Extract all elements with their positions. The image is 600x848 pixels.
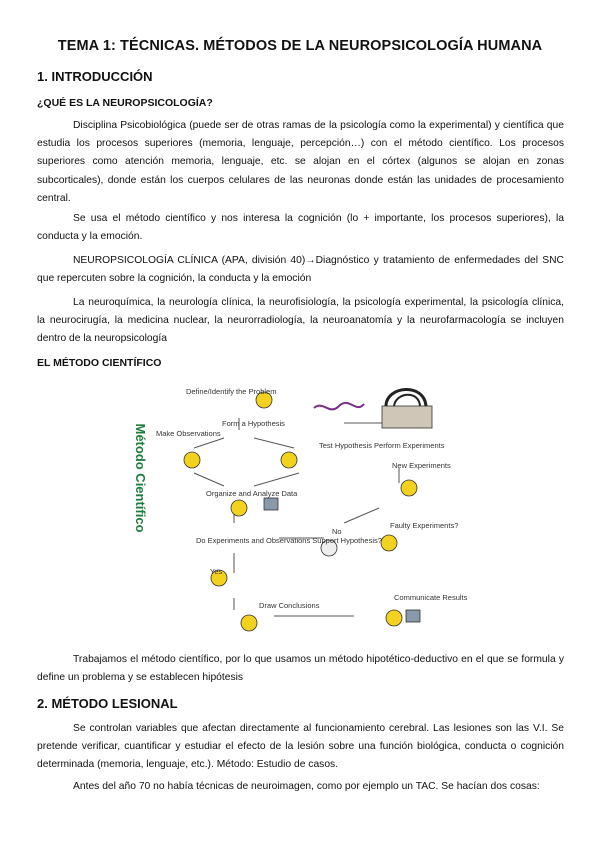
section-heading-introduccion: 1. INTRODUCCIÓN <box>37 69 153 84</box>
diagram-vertical-title: Método Científico <box>133 423 148 533</box>
label-define: Define/Identify the Problem <box>186 387 277 396</box>
paragraph-text: Se usa el método científico y nos interesa la cognición (lo + importante, los procesos superiores), la conducta y la emoción. <box>37 213 564 243</box>
page-title: TEMA 1: TÉCNICAS. MÉTODOS DE LA NEUROPSICOLOGÍA HUMANA <box>57 38 543 54</box>
label-new-experiments: New Experiments <box>392 461 451 470</box>
paragraph-text: Disciplina Psicobiológica (puede ser de otras ramas de la psicología como la experimental) y científica que estudia los procesos superiores (memoria, lenguaje, percepción…) con el método científico. Los procesos superiores como atención memoria, lenguaje, etc. se alojan en el córtex (algunos se alojan en zonas subcorticales), donde están los cuerpos celulares de las neuronas donde están las unidades de procesamiento central. <box>37 120 564 204</box>
label-no: No <box>332 527 342 536</box>
paragraph <box>37 252 564 288</box>
paragraph <box>37 117 564 208</box>
squiggle-decoration <box>314 403 364 410</box>
lab-apparatus-icon <box>382 389 432 428</box>
section-heading-metodo-lesional: 2. MÉTODO LESIONAL <box>37 696 178 711</box>
label-support: Do Experiments and Observations Support Hypothesis? <box>196 536 382 545</box>
subheading-que-es: ¿QUÉ ES LA NEUROPSICOLOGÍA? <box>37 97 213 109</box>
paragraph <box>37 210 564 246</box>
paragraph-text: Antes del año 70 no había técnicas de neuroimagen, como por ejemplo un TAC. Se hacían dos cosas: <box>73 781 540 792</box>
label-faulty: Faulty Experiments? <box>390 521 459 530</box>
paragraph-text: NEUROPSICOLOGÍA CLÍNICA (APA, división 40)→Diagnóstico y tratamiento de enfermedades del SNC que repercuten sobre la cognición, la conducta y la emoción <box>37 255 564 285</box>
subheading-metodo-cientifico: EL MÉTODO CIENTÍFICO <box>37 357 162 369</box>
label-organize: Organize and Analyze Data <box>206 489 298 498</box>
paragraph <box>37 294 564 349</box>
label-communicate: Communicate Results <box>394 593 468 602</box>
label-observe: Make Observations <box>156 429 221 438</box>
paragraph <box>37 651 564 687</box>
label-test: Test Hypothesis Perform Experiments <box>319 441 445 450</box>
label-draw: Draw Conclusions <box>259 601 320 610</box>
paragraph-text: La neuroquímica, la neurología clínica, la neurofisiología, la psicología experimental, la psicología clínica, la neurocirugía, la medicina nuclear, la neurorradiología, la neuroanatomía y la neurofarmacología se incluyen dentro de la neuropsicología <box>37 297 564 345</box>
paragraph <box>37 720 564 775</box>
paragraph-text: Trabajamos el método científico, por lo que usamos un método hipotético-deductivo en el que se formula y define un problema y se establecen hipótesis <box>37 654 564 684</box>
label-yes: Yes <box>210 567 223 576</box>
label-hypothesis: Form a Hypothesis <box>222 419 285 428</box>
paragraph-text: Se controlan variables que afectan directamente al funcionamiento cerebral. Las lesiones son las V.I. Se pretende verificar, cuantificar y estudiar el efecto de la lesión sobre una función biológica, conducta o cognición determinada (memoria, lenguaje, etc.). Método: Estudio de casos. <box>37 723 564 771</box>
scientific-method-diagram <box>124 378 476 640</box>
paragraph <box>37 778 564 796</box>
